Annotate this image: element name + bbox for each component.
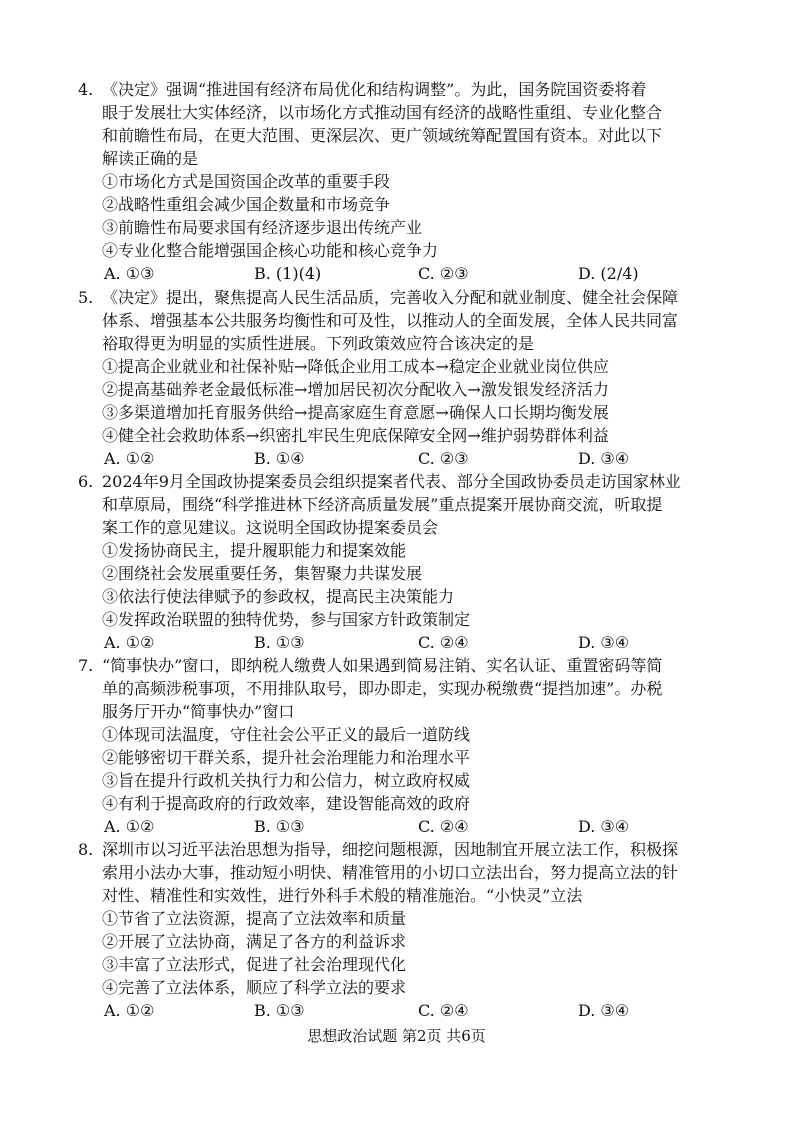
option-b[interactable]: B. ①③ <box>254 633 305 652</box>
option-c[interactable]: C. ②③ <box>418 449 469 468</box>
question-stem-line: 体系、增强基本公共服务均衡性和可及性，以推动人的全面发展，全体人民共同富 <box>102 311 679 330</box>
question-number: 8. <box>78 840 94 859</box>
question-stem-line: 对性、精准性和实效性，进行外科手术般的精准施治。“小快灵”立法 <box>102 886 583 905</box>
option-b[interactable]: B. ①④ <box>254 449 305 468</box>
question-stem-line: 裕取得更为明显的实质性进展。下列政策效应符合该决定的是 <box>102 334 535 353</box>
option-d[interactable]: D. ③④ <box>578 633 630 652</box>
statement: ③多渠道增加托育服务供给→提高家庭生育意愿→确保人口长期均衡发展 <box>102 403 609 422</box>
statement: ①提高企业就业和社保补贴→降低企业用工成本→稳定企业就业岗位供应 <box>102 357 609 376</box>
option-a[interactable]: A. ①② <box>104 449 155 468</box>
question-stem-line: 和草原局，围绕“科学推进林下经济高质量发展”重点提案开展协商交流，听取提 <box>102 495 663 514</box>
option-d[interactable]: D. ③④ <box>578 449 630 468</box>
statement: ②战略性重组会减少国企数量和市场竞争 <box>102 195 391 214</box>
question-number: 4. <box>78 80 94 99</box>
option-b[interactable]: B. ①③ <box>254 1001 305 1020</box>
option-d[interactable]: D. (2/4) <box>578 264 639 283</box>
statement: ④有利于提高政府的行政效率，建设智能高效的政府 <box>102 794 471 813</box>
question-number: 7. <box>78 656 94 675</box>
question-stem-line: 2024年9月全国政协提案委员会组织提案者代表、部分全国政协委员走访国家林业 <box>102 472 681 491</box>
statement: ③前瞻性布局要求国有经济逐步退出传统产业 <box>102 218 423 237</box>
question-stem-line: 案工作的意见建议。这说明全国政协提案委员会 <box>102 518 439 537</box>
option-a[interactable]: A. ①② <box>104 817 155 836</box>
statement: ③依法行使法律赋予的参政权，提高民主决策能力 <box>102 587 455 606</box>
statement: ①节省了立法资源，提高了立法效率和质量 <box>102 909 407 928</box>
option-a[interactable]: A. ①③ <box>104 264 155 283</box>
option-a[interactable]: A. ①② <box>104 1001 155 1020</box>
question-stem-line: 解读正确的是 <box>102 149 199 168</box>
question-stem-line: 和前瞻性布局，在更大范围、更深层次、更广领域统筹配置国有资本。对此以下 <box>102 126 663 145</box>
option-b[interactable]: B. ①③ <box>254 817 305 836</box>
statement: ①发扬协商民主，提升履职能力和提案效能 <box>102 541 407 560</box>
option-c[interactable]: C. ②③ <box>418 264 469 283</box>
question-stem-line: 《决定》强调“推进国有经济布局优化和结构调整”。为此，国务院国资委将着 <box>102 80 647 99</box>
statement: ②开展了立法协商，满足了各方的利益诉求 <box>102 932 407 951</box>
statement: ④完善了立法体系，顺应了科学立法的要求 <box>102 978 407 997</box>
statement: ②能够密切干群关系，提升社会治理能力和治理水平 <box>102 748 471 767</box>
question-number: 5. <box>78 288 94 307</box>
statement: ④专业化整合能增强国企核心功能和核心竞争力 <box>102 241 439 260</box>
option-d[interactable]: D. ③④ <box>578 1001 630 1020</box>
option-c[interactable]: C. ②④ <box>418 817 469 836</box>
statement: ③丰富了立法形式，促进了社会治理现代化 <box>102 955 407 974</box>
question-stem-line: 《决定》提出，聚焦提高人民生活品质，完善收入分配和就业制度、健全社会保障 <box>102 288 679 307</box>
option-b[interactable]: B. (1)(4) <box>254 264 322 283</box>
statement: ①体现司法温度，守住社会公平正义的最后一道防线 <box>102 725 471 744</box>
option-d[interactable]: D. ③④ <box>578 817 630 836</box>
question-stem-line: 单的高频涉税事项，不用排队取号，即办即走，实现办税缴费“提挡加速”。办税 <box>102 679 663 698</box>
statement: ③旨在提升行政机关执行力和公信力，树立政府权威 <box>102 771 471 790</box>
question-stem-line: “简事快办”窗口，即纳税人缴费人如果遇到简易注销、实名认证、重置密码等简 <box>102 656 663 675</box>
question-number: 6. <box>78 472 94 491</box>
statement: ④发挥政治联盟的独特优势，参与国家方针政策制定 <box>102 610 471 629</box>
question-stem-line: 索用小法办大事，推动短小明快、精准管用的小切口立法出台，努力提高立法的针 <box>102 863 679 882</box>
statement: ②提高基础养老金最低标准→增加居民初次分配收入→激发银发经济活力 <box>102 380 609 399</box>
question-stem-line: 眼于发展壮大实体经济，以市场化方式推动国有经济的战略性重组、专业化整合 <box>102 103 663 122</box>
question-stem-line: 深圳市以习近平法治思想为指导，细挖问题根源，因地制宜开展立法工作，积极探 <box>102 840 679 859</box>
option-a[interactable]: A. ①② <box>104 633 155 652</box>
question-stem-line: 服务厅开办“简事快办”窗口 <box>102 702 295 721</box>
option-c[interactable]: C. ②④ <box>418 633 469 652</box>
statement: ②围绕社会发展重要任务，集智聚力共谋发展 <box>102 564 423 583</box>
page-footer: 思想政治试题 第2页 共6页 <box>307 1027 486 1045</box>
statement: ④健全社会救助体系→织密扎牢民生兜底保障安全网→维护弱势群体利益 <box>102 426 609 445</box>
statement: ①市场化方式是国资国企改革的重要手段 <box>102 172 391 191</box>
option-c[interactable]: C. ②④ <box>418 1001 469 1020</box>
